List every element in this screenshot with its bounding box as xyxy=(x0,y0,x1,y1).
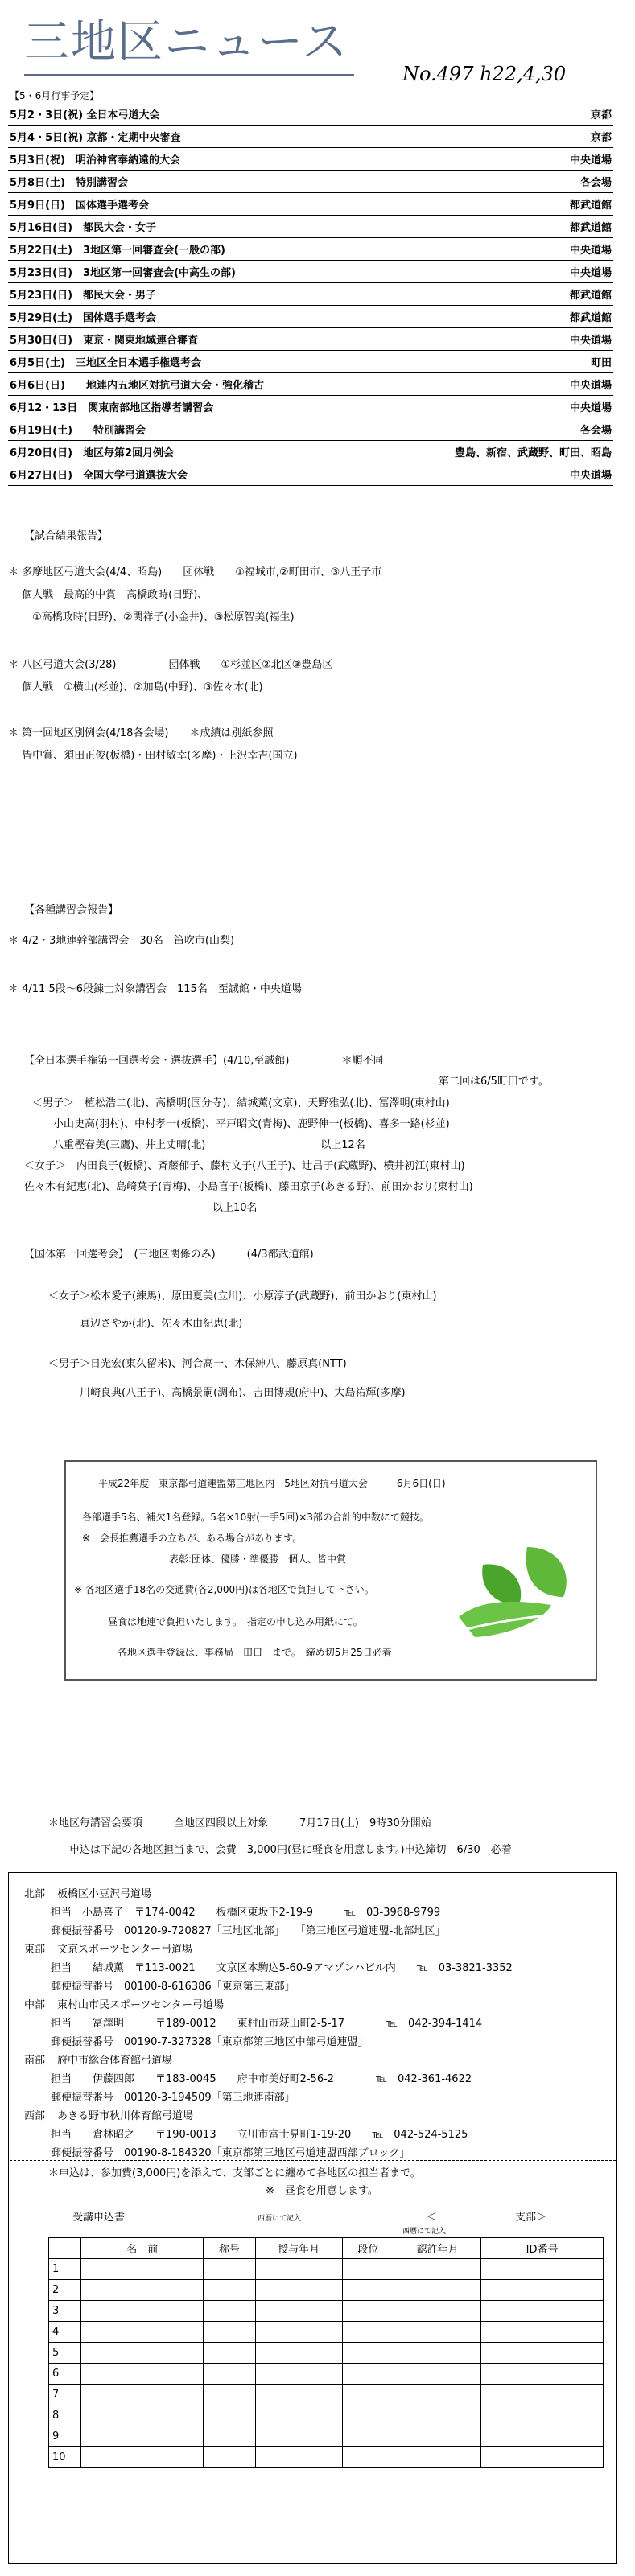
form-row-number: 9 xyxy=(49,2426,81,2447)
schedule-event: 5月9日(日) 国体選手選考会 xyxy=(8,193,381,216)
form-title: 受講申込書 xyxy=(72,2212,126,2224)
schedule-row xyxy=(8,306,613,328)
form-bracket-left: ＜ xyxy=(427,2212,438,2224)
form-cell[interactable] xyxy=(204,2280,255,2301)
form-row xyxy=(49,2301,604,2322)
form-row xyxy=(49,2259,604,2280)
form-cell[interactable] xyxy=(81,2301,204,2322)
form-cell[interactable] xyxy=(394,2364,481,2385)
result-line: ＊ 第一回地区別例会(4/18各会場) ＊成績は別紙参照 xyxy=(8,727,274,739)
form-cell[interactable] xyxy=(342,2343,394,2364)
schedule-event: 5月3日(祝) 明治神宮奉納遠的大会 xyxy=(8,148,381,171)
form-cell[interactable] xyxy=(81,2259,204,2280)
form-cell[interactable] xyxy=(81,2405,204,2426)
form-cell[interactable] xyxy=(394,2259,481,2280)
schedule-row xyxy=(8,238,613,261)
kokutai-line: ＜男子＞日光宏(東久留米)、河合高一、木保紳八、藤原真(NTT) xyxy=(48,1358,347,1370)
schedule-row xyxy=(8,328,613,351)
schedule-row xyxy=(8,148,613,171)
schedule-location: 中央道場 xyxy=(381,261,613,283)
form-cell[interactable] xyxy=(204,2301,255,2322)
kokutai-line: 真辺さやか(北)、佐々木由紀恵(北) xyxy=(48,1318,243,1330)
form-cell[interactable] xyxy=(394,2426,481,2447)
form-col-rank: 段位 xyxy=(342,2238,394,2259)
notice-line: ※ 会長推薦選手の立ちが、ある場合があります。 xyxy=(82,1533,303,1544)
cut-line xyxy=(10,2160,616,2161)
form-cell[interactable] xyxy=(255,2385,342,2405)
form-cell[interactable] xyxy=(342,2259,394,2280)
notice-line: ※ 各地区選手18名の交通費(各2,000円)は各地区で負担して下さい。 xyxy=(74,1584,374,1595)
form-row xyxy=(49,2385,604,2405)
schedule-row xyxy=(8,418,613,441)
schedule-heading: 【5・6月行事予定】 xyxy=(10,90,100,101)
result-line: ＊ 八区弓道大会(3/28) 団体戦 ①杉並区②北区③豊島区 xyxy=(8,659,333,671)
lecture-line: ＊地区毎講習会要項 全地区四段以上対象 7月17日(土) 9時30分開始 xyxy=(48,1817,431,1829)
form-cell[interactable] xyxy=(81,2280,204,2301)
men-line: 小山史高(羽村)、中村孝一(板橋)、平戸昭文(青梅)、鹿野伸一(板橋)、喜多一路(杉並) xyxy=(32,1118,450,1130)
training-line: ＊ 4/2・3地連幹部講習会 30名 笛吹市(山梨) xyxy=(8,935,235,947)
result-line: ①高橋政時(日野)、②関祥子(小金井)、③松原智美(福生) xyxy=(8,611,295,623)
form-cell[interactable] xyxy=(204,2343,255,2364)
schedule-location: 各会場 xyxy=(381,171,613,193)
result-line: 個人戦 最高的中賞 高橋政時(日野)、 xyxy=(8,589,208,601)
form-cell[interactable] xyxy=(255,2259,342,2280)
schedule-event: 5月23日(日) 都民大会・男子 xyxy=(8,283,381,306)
form-cell[interactable] xyxy=(342,2364,394,2385)
contact-person: 担当 倉林昭之 〒190-0013 立川市富士見町1-19-20 ℡ 042-524-5125 xyxy=(40,2129,468,2141)
schedule-row xyxy=(8,351,613,373)
form-row-number: 7 xyxy=(49,2385,81,2405)
form-row xyxy=(49,2280,604,2301)
form-cell[interactable] xyxy=(394,2447,481,2468)
training-heading: 【各種講習会報告】 xyxy=(24,904,119,916)
contact-person: 担当 冨澤明 〒189-0012 東村山市萩山町2-5-17 ℡ 042-394-1414 xyxy=(40,2018,483,2030)
form-row-number: 3 xyxy=(49,2301,81,2322)
notice-line: 昼食は地連で負担いたします。 指定の申し込み用紙にて。 xyxy=(98,1616,363,1627)
form-cell[interactable] xyxy=(342,2280,394,2301)
results-heading: 【試合結果報告】 xyxy=(24,530,109,542)
notice-line: 表彰:団体、優勝・準優勝 個人、皆中賞 xyxy=(82,1553,347,1565)
schedule-location: 町田 xyxy=(381,351,613,373)
contact-venue: 板橋区小豆沢弓道場 xyxy=(47,1888,152,1900)
form-cell[interactable] xyxy=(204,2447,255,2468)
schedule-row xyxy=(8,441,613,463)
schedule-event: 5月2・3日(祝) 全日本弓道大会 xyxy=(8,103,381,126)
form-cell[interactable] xyxy=(342,2426,394,2447)
form-cell[interactable] xyxy=(394,2405,481,2426)
form-cell[interactable] xyxy=(204,2259,255,2280)
form-row-number: 6 xyxy=(49,2364,81,2385)
form-cell[interactable] xyxy=(481,2426,604,2447)
schedule-event: 6月27日(日) 全国大学弓道選抜大会 xyxy=(8,463,381,486)
form-col-granted: 授与年月 xyxy=(255,2238,342,2259)
form-row xyxy=(49,2405,604,2426)
form-cell[interactable] xyxy=(481,2447,604,2468)
schedule-location: 中央道場 xyxy=(381,238,613,261)
women-line: 佐々木有紀恵(北)、島崎葉子(青梅)、小島喜子(板橋)、藤田京子(あきる野)、前田かおり(東村山) xyxy=(24,1181,473,1193)
form-cell[interactable] xyxy=(394,2385,481,2405)
contact-account: 郵便振替番号 00120-9-720827「三地区北部」 「第三地区弓道連盟-北部地区」 xyxy=(40,1925,446,1937)
lecture-line: 申込は下記の各地区担当まで、会費 3,000円(昼に軽食を用意します。)申込締切 6/30 必着 xyxy=(48,1844,512,1856)
application-form-table xyxy=(48,2237,604,2468)
form-cell[interactable] xyxy=(255,2447,342,2468)
form-row xyxy=(49,2364,604,2385)
form-col-num xyxy=(49,2238,81,2259)
contact-region: 中部 xyxy=(24,1999,46,2011)
form-cell[interactable] xyxy=(81,2385,204,2405)
schedule-event: 6月5日(土) 三地区全日本選手権選考会 xyxy=(8,351,381,373)
form-cell[interactable] xyxy=(481,2364,604,2385)
schedule-event: 5月23日(日) 3地区第一回審査会(中高生の部) xyxy=(8,261,381,283)
form-cell[interactable] xyxy=(255,2343,342,2364)
men-line: 八重樫春美(三鷹)、井上丈晴(北) 以上12名 xyxy=(32,1139,365,1151)
form-bracket-right: 支部＞ xyxy=(515,2212,547,2224)
schedule-location: 京都 xyxy=(381,103,613,126)
form-cell[interactable] xyxy=(481,2343,604,2364)
form-cell[interactable] xyxy=(255,2405,342,2426)
women-line: 以上10名 xyxy=(24,1202,258,1214)
form-row xyxy=(49,2322,604,2343)
schedule-location: 豊島、新宿、武蔵野、町田、昭島 xyxy=(381,441,613,463)
form-cell[interactable] xyxy=(394,2343,481,2364)
schedule-location: 都武道館 xyxy=(381,193,613,216)
schedule-row xyxy=(8,126,613,148)
form-cell[interactable] xyxy=(481,2280,604,2301)
contact-person: 担当 伊藤四郎 〒183-0045 府中市美好町2-56-2 ℡ 042-361-4622 xyxy=(40,2073,472,2085)
form-cell[interactable] xyxy=(81,2426,204,2447)
contact-region: 北部 xyxy=(24,1888,46,1900)
schedule-event: 6月20日(日) 地区毎第2回月例会 xyxy=(8,441,381,463)
schedule-location: 中央道場 xyxy=(381,148,613,171)
schedule-location: 中央道場 xyxy=(381,373,613,396)
form-col-name: 名 前 xyxy=(81,2238,204,2259)
form-row-number: 2 xyxy=(49,2280,81,2301)
form-cell[interactable] xyxy=(204,2426,255,2447)
contact-region: 東部 xyxy=(24,1944,46,1956)
form-cell[interactable] xyxy=(255,2364,342,2385)
schedule-location: 都武道館 xyxy=(381,216,613,238)
form-row-number: 5 xyxy=(49,2343,81,2364)
schedule-location: 中央道場 xyxy=(381,328,613,351)
result-line: 皆中賞、須田正俊(板橋)・田村敏幸(多摩)・上沢幸吉(国立) xyxy=(8,750,298,762)
contact-venue: 府中市総合体育館弓道場 xyxy=(47,2055,173,2067)
schedule-row xyxy=(8,463,613,486)
schedule-row xyxy=(8,261,613,283)
form-lunch: ※ 昼食を用意します。 xyxy=(266,2185,378,2197)
contact-account: 郵便振替番号 00100-8-616386「東京第三東部」 xyxy=(40,1981,295,1993)
form-col-id: ID番号 xyxy=(481,2238,604,2259)
form-row-number: 10 xyxy=(49,2447,81,2468)
contact-region: 南部 xyxy=(24,2055,46,2067)
form-cell[interactable] xyxy=(342,2447,394,2468)
schedule-event: 6月6日(日) 地連内五地区対抗弓道大会・強化稽古 xyxy=(8,373,381,396)
form-cell[interactable] xyxy=(342,2322,394,2343)
schedule-location: 中央道場 xyxy=(381,463,613,486)
form-cell[interactable] xyxy=(204,2322,255,2343)
schedule-event: 5月29日(土) 国体選手選考会 xyxy=(8,306,381,328)
form-cell[interactable] xyxy=(342,2385,394,2405)
kokutai-heading: 【国体第一回選考会】 (三地区関係のみ) (4/3都武道館) xyxy=(24,1249,314,1261)
schedule-event: 5月8日(土) 特別講習会 xyxy=(8,171,381,193)
schedule-row xyxy=(8,396,613,418)
form-cell[interactable] xyxy=(81,2364,204,2385)
schedule-row xyxy=(8,103,613,126)
form-cell[interactable] xyxy=(255,2426,342,2447)
notice-line: 各地区選手登録は、事務局 田口 まで。 締め切5月25日必着 xyxy=(98,1647,392,1658)
schedule-event: 6月19日(土) 特別講習会 xyxy=(8,418,381,441)
contact-account: 郵便振替番号 00190-7-327328「東京都第三地区中部弓道連盟」 xyxy=(40,2036,369,2048)
form-cell[interactable] xyxy=(394,2301,481,2322)
form-cell[interactable] xyxy=(342,2301,394,2322)
kokutai-line: 川崎良典(八王子)、高橋景嗣(調布)、吉田博規(府中)、大島祐輝(多摩) xyxy=(48,1387,406,1399)
form-cell[interactable] xyxy=(255,2280,342,2301)
form-cell[interactable] xyxy=(204,2405,255,2426)
form-cell[interactable] xyxy=(342,2405,394,2426)
form-row-number: 8 xyxy=(49,2405,81,2426)
championship-note: 第二回は6/5町田です。 xyxy=(439,1076,549,1088)
form-cell[interactable] xyxy=(81,2343,204,2364)
form-cell[interactable] xyxy=(81,2322,204,2343)
leaf-hands-icon xyxy=(451,1541,579,1645)
contact-venue: あきる野市秋川体育館弓道場 xyxy=(47,2110,194,2122)
form-cell[interactable] xyxy=(255,2322,342,2343)
schedule-row xyxy=(8,193,613,216)
form-hint: 西暦にて記入 xyxy=(402,2228,447,2236)
form-cell[interactable] xyxy=(204,2364,255,2385)
kokutai-line: ＜女子＞松本愛子(練馬)、原田夏美(立川)、小原淳子(武蔵野)、前田かおり(東村山) xyxy=(48,1290,437,1302)
form-row xyxy=(49,2343,604,2364)
form-note: ＊申込は、参加費(3,000円)を添えて、支部ごとに纏めて各地区の担当者まで。 xyxy=(48,2167,421,2179)
form-col-title: 称号 xyxy=(204,2238,255,2259)
form-cell[interactable] xyxy=(81,2447,204,2468)
championship-heading: 【全日本選手権第一回選考会・選抜選手】(4/10,至誠館) ＊順不同 xyxy=(24,1055,384,1067)
form-cell[interactable] xyxy=(204,2385,255,2405)
schedule-table xyxy=(8,103,613,486)
schedule-location: 京都 xyxy=(381,126,613,148)
schedule-location: 都武道館 xyxy=(381,306,613,328)
men-line: ＜男子＞ 植松浩二(北)、高橋明(国分寺)、結城薫(文京)、天野雅弘(北)、冨澤明(東村山) xyxy=(32,1097,450,1109)
issue-number: No.497 h22,4,30 xyxy=(402,63,567,85)
form-cell[interactable] xyxy=(394,2280,481,2301)
notice-title: 平成22年度 東京都弓道連盟第三地区内 5地区対抗弓道大会 6月6日(日) xyxy=(98,1478,446,1489)
form-cell[interactable] xyxy=(481,2322,604,2343)
contact-person: 担当 結城薫 〒113-0021 文京区本駒込5-60-9アマゾンハビル内 ℡ 03-3821-3352 xyxy=(40,1962,513,1974)
schedule-event: 5月22日(土) 3地区第一回審査会(一般の部) xyxy=(8,238,381,261)
contact-person: 担当 小島喜子 〒174-0042 板橋区東坂下2-19-9 ℡ 03-3968-9799 xyxy=(40,1907,441,1919)
schedule-event: 5月4・5日(祝) 京都・定期中央審査 xyxy=(8,126,381,148)
schedule-location: 各会場 xyxy=(381,418,613,441)
form-row xyxy=(49,2426,604,2447)
notice-line: 各部選手5名、補欠1名登録。5名×10射(一手5回)×3部の合計的中数にて競技。 xyxy=(82,1512,429,1523)
contact-venue: 東村山市民スポーツセンター弓道場 xyxy=(47,1999,224,2011)
contact-account: 郵便振替番号 00190-8-184320「東京都第三地区弓道連盟西部ブロック」 xyxy=(40,2147,410,2159)
schedule-location: 中央道場 xyxy=(381,396,613,418)
form-row-number: 4 xyxy=(49,2322,81,2343)
form-cell[interactable] xyxy=(394,2322,481,2343)
form-cell[interactable] xyxy=(481,2259,604,2280)
schedule-location: 都武道館 xyxy=(381,283,613,306)
form-cell[interactable] xyxy=(481,2301,604,2322)
form-row xyxy=(49,2447,604,2468)
training-line: ＊ 4/11 5段〜6段錬士対象講習会 115名 至誠館・中央道場 xyxy=(8,983,302,995)
result-line: 個人戦 ①横山(杉並)、②加島(中野)、③佐々木(北) xyxy=(8,681,263,693)
women-line: ＜女子＞ 内田良子(板橋)、斉藤郁子、藤村文子(八王子)、辻昌子(武蔵野)、横井初江(東村山) xyxy=(24,1160,465,1172)
schedule-event: 5月30日(日) 東京・関東地域連合審査 xyxy=(8,328,381,351)
title-underline xyxy=(24,74,354,76)
contact-venue: 文京スポーツセンター弓道場 xyxy=(47,1944,192,1956)
result-line: ＊ 多摩地区弓道大会(4/4、昭島) 団体戦 ①福城市,②町田市、③八王子市 xyxy=(8,566,382,578)
form-hint: 西暦にて記入 xyxy=(258,2215,302,2223)
schedule-row xyxy=(8,216,613,238)
schedule-row xyxy=(8,283,613,306)
schedule-row xyxy=(8,373,613,396)
schedule-event: 6月12・13日 関東南部地区指導者講習会 xyxy=(8,396,381,418)
contact-region: 西部 xyxy=(24,2110,46,2122)
schedule-event: 5月16日(日) 都民大会・女子 xyxy=(8,216,381,238)
newsletter-title: 三地区ニュース xyxy=(24,16,349,68)
schedule-row xyxy=(8,171,613,193)
form-cell[interactable] xyxy=(255,2301,342,2322)
form-cell[interactable] xyxy=(481,2405,604,2426)
form-row-number: 1 xyxy=(49,2259,81,2280)
form-col-approved: 認許年月 xyxy=(394,2238,481,2259)
form-cell[interactable] xyxy=(481,2385,604,2405)
contact-account: 郵便振替番号 00120-3-194509「第三地連南部」 xyxy=(40,2092,295,2104)
